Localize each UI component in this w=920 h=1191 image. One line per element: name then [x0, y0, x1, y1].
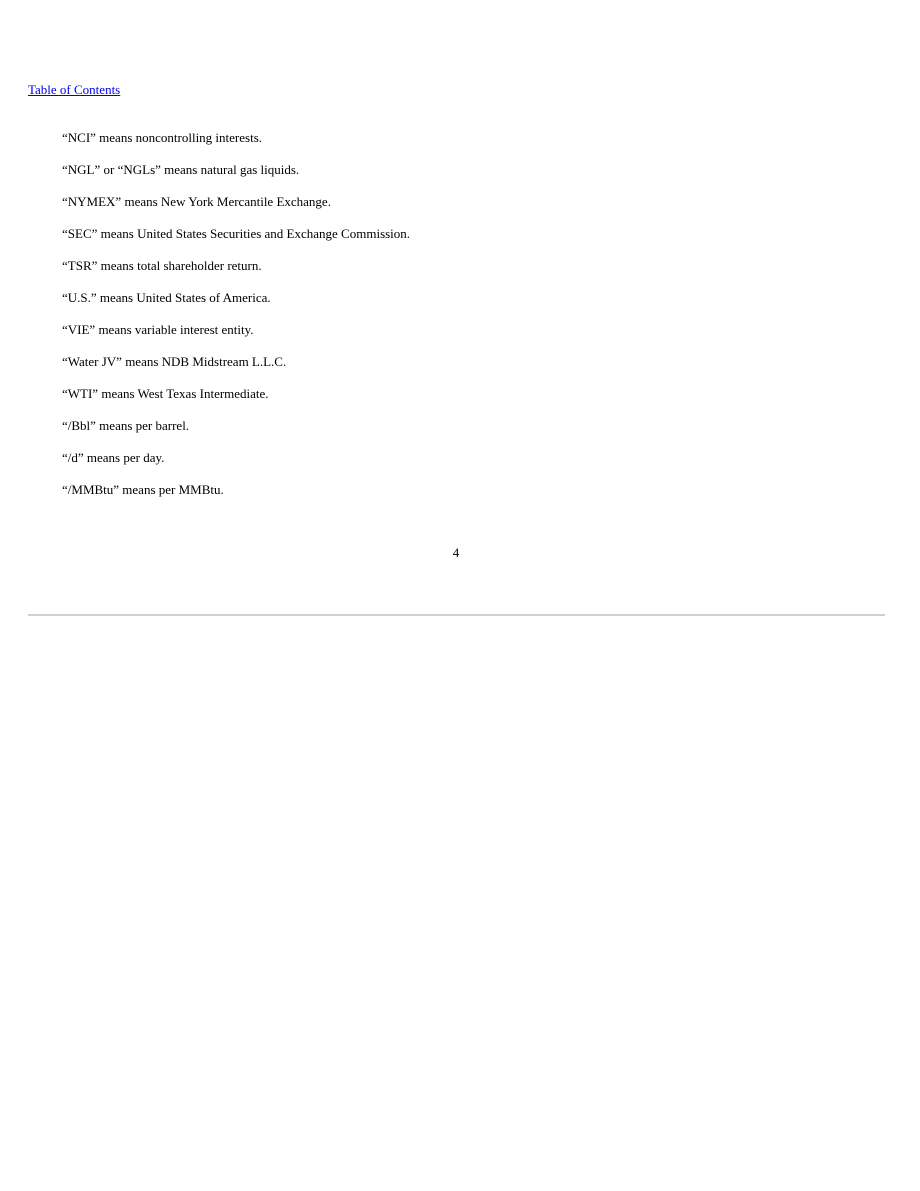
page-divider [28, 614, 885, 616]
definitions-list [62, 130, 410, 514]
definition-mmbtu: “/MMBtu” means per MMBtu. [62, 482, 224, 497]
definition-water-jv: “Water JV” means NDB Midstream L.L.C. [62, 354, 287, 369]
definition-tsr: “TSR” means total shareholder return. [62, 258, 262, 273]
definition-sec: “SEC” means United States Securities and Exchange Commission. [62, 226, 411, 241]
definition-per-day: “/d” means per day. [62, 450, 165, 465]
definition-us: “U.S.” means United States of America. [62, 290, 271, 305]
definition-ngl: “NGL” or “NGLs” means natural gas liquids. [62, 162, 300, 177]
page-number: 4 [452, 545, 460, 560]
table-of-contents-link[interactable]: Table of Contents [28, 82, 121, 97]
definition-wti: “WTI” means West Texas Intermediate. [62, 386, 269, 401]
definition-nymex: “NYMEX” means New York Mercantile Exchange. [62, 194, 331, 209]
definition-bbl: “/Bbl” means per barrel. [62, 418, 190, 433]
definition-nci: “NCI” means noncontrolling interests. [62, 130, 263, 145]
definition-vie: “VIE” means variable interest entity. [62, 322, 254, 337]
